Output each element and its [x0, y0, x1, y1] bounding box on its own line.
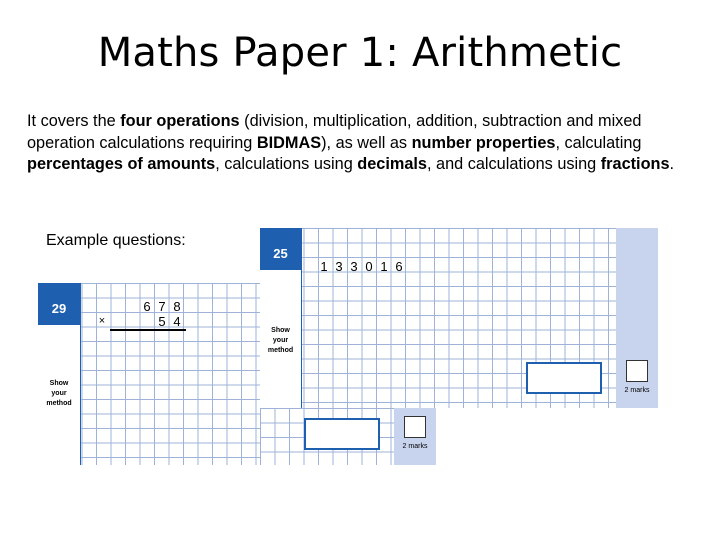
question-25-number: 25: [260, 228, 301, 270]
digit: 6: [395, 259, 403, 274]
question-29-answer-strip: [260, 408, 436, 465]
digit: 7: [158, 299, 166, 314]
digit: 0: [365, 259, 373, 274]
question-29-panel: [38, 283, 260, 465]
digit: 4: [173, 314, 181, 329]
marks-label: 2 marks: [624, 387, 650, 394]
show-method-label: Show your method: [46, 380, 72, 407]
digit: 1: [380, 259, 388, 274]
example-questions-label: Example questions:: [46, 232, 186, 249]
question-25-panel: [260, 228, 658, 408]
answer-line: [110, 329, 186, 331]
show-method-label: Show your method: [267, 327, 294, 354]
digit: 1: [320, 259, 328, 274]
intro-paragraph: It covers the four operations (division, multiplication, addition, subtraction and mixed operation calculations requiring BIDMAS), as well as number properties, calculating percentages of amounts, calculations using decimals, and calculations using fractions.: [27, 112, 675, 173]
question-25-side-column: [260, 228, 302, 408]
marks-column: [394, 408, 436, 465]
times-sign: ×: [98, 315, 106, 327]
question-29-side-column: [38, 283, 81, 465]
digit: 3: [335, 259, 343, 274]
digit: 6: [143, 299, 151, 314]
question-29-number: 29: [38, 283, 80, 325]
answer-box[interactable]: [304, 418, 380, 450]
digit: 5: [158, 314, 166, 329]
marks-label: 2 marks: [402, 443, 428, 450]
digit: 8: [173, 299, 181, 314]
page-title: Maths Paper 1: Arithmetic: [97, 30, 623, 76]
digit: 3: [350, 259, 358, 274]
answer-box[interactable]: [526, 362, 602, 394]
mark-checkbox[interactable]: [626, 360, 648, 382]
mark-checkbox[interactable]: [404, 416, 426, 438]
marks-column: [616, 228, 658, 408]
